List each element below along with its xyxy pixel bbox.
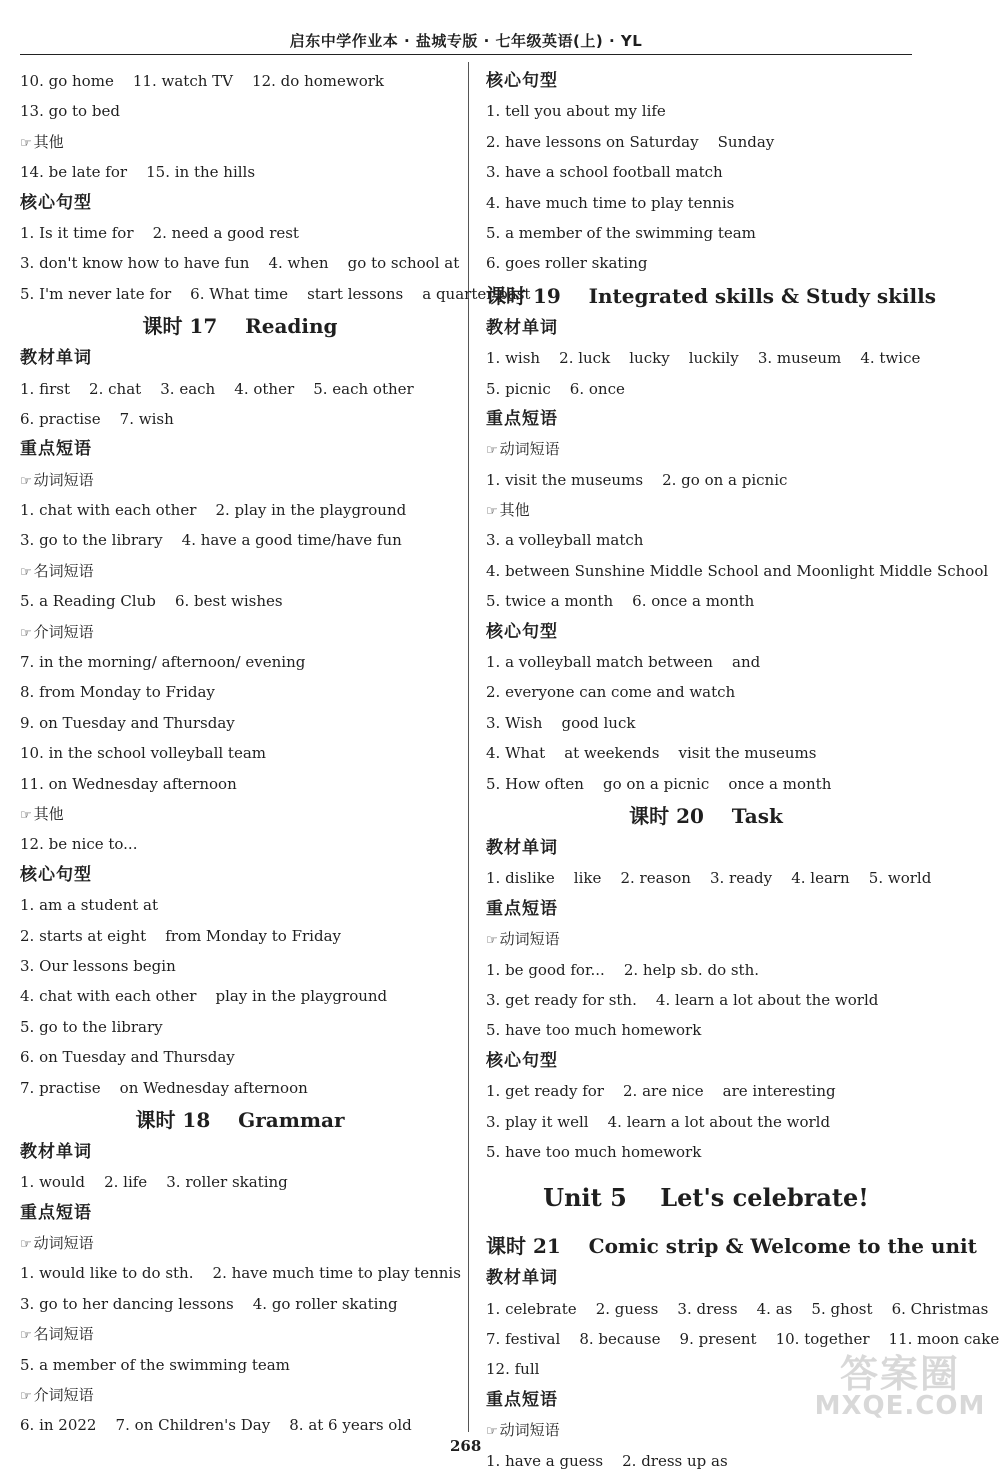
pointing-hand-icon: ☞ (486, 443, 498, 459)
answer-line (20, 829, 460, 859)
line-text: 11. on Wednesday afternoon (20, 774, 237, 793)
subsection-heading (486, 924, 926, 954)
line-text: 10. go home 11. watch TV 12. do homework (20, 72, 385, 90)
answer-line (20, 1012, 460, 1042)
section-heading (486, 617, 926, 647)
answer-line (20, 96, 460, 126)
section-heading (486, 66, 926, 96)
line-text: 教材单词 (486, 1268, 558, 1289)
line-text: 5. picnic 6. once (486, 379, 625, 398)
answer-line (20, 1410, 460, 1440)
pointing-hand-icon: ☞ (486, 933, 498, 949)
answer-line (20, 1167, 460, 1197)
answer-line (20, 495, 460, 525)
answer-line (486, 985, 926, 1015)
answer-line (20, 66, 460, 96)
line-text: 3. play it well 4. learn a lot about the world (486, 1112, 831, 1131)
line-text: 2. starts at eight from Monday to Friday (20, 926, 341, 945)
line-text: 13. go to bed (20, 102, 120, 121)
section-heading (20, 860, 460, 890)
line-text: 6. in 2022 7. on Children's Day 8. at 6 years old (20, 1416, 412, 1435)
line-text: 1. Is it time for 2. need a good rest (20, 223, 299, 242)
answer-line (20, 951, 460, 981)
line-text: 1. get ready for 2. are nice are interesting (486, 1082, 836, 1101)
line-text: 1. celebrate 2. guess 3. dress 4. as 5. ghost 6. Christmas (486, 1299, 989, 1318)
line-text: 名词短语 (33, 561, 94, 580)
answer-line (486, 863, 932, 893)
answer-line (486, 738, 926, 768)
section-heading (20, 188, 460, 218)
subsection-heading (20, 1228, 460, 1258)
answer-line (486, 708, 926, 738)
pointing-hand-icon: ☞ (486, 504, 498, 520)
line-text: 介词短语 (33, 1386, 94, 1405)
pointing-hand-icon: ☞ (20, 625, 32, 641)
line-text: 3. go to the library 4. have a good time/have fun (20, 531, 402, 550)
line-text: 5. How often go on a picnic once a month (486, 774, 832, 793)
line-text: Unit 5 Let's celebrate! (543, 1183, 869, 1213)
line-text: 8. from Monday to Friday (20, 683, 215, 702)
answer-line (486, 1107, 926, 1137)
line-text: 4. chat with each other play in the playground (20, 987, 388, 1006)
answer-line (486, 586, 926, 616)
line-text: 12. full (486, 1360, 540, 1379)
line-text: 核心句型 (20, 864, 92, 885)
subsection-heading (486, 434, 926, 464)
pointing-hand-icon: ☞ (20, 135, 32, 151)
line-text: 3. don't know how to have fun 4. when go to school at (20, 254, 460, 273)
line-text: 介词短语 (33, 622, 94, 641)
section-heading (486, 404, 926, 434)
line-text: 4. have much time to play tennis (486, 193, 735, 212)
answer-line (20, 1042, 460, 1072)
answer-line (486, 1294, 989, 1324)
section-heading (20, 434, 460, 464)
line-text: 课时 17 Reading (142, 314, 338, 339)
line-text: 核心句型 (20, 192, 92, 213)
pointing-hand-icon: ☞ (20, 564, 32, 580)
line-text: 1. first 2. chat 3. each 4. other 5. each other (20, 379, 414, 398)
line-text: 9. on Tuesday and Thursday (20, 713, 235, 732)
answer-line (20, 981, 460, 1011)
line-text: 课时 18 Grammar (135, 1107, 345, 1132)
right-column (486, 66, 1000, 1476)
line-text: 重点短语 (486, 408, 558, 429)
lesson-title (20, 1103, 460, 1137)
line-text: 5. have too much homework (486, 1142, 702, 1161)
answer-line (20, 1350, 460, 1380)
watermark (810, 1352, 990, 1435)
line-text: 1. tell you about my life (486, 102, 666, 121)
subsection-heading (20, 465, 460, 495)
answer-line (486, 955, 926, 985)
section-heading (20, 1198, 460, 1228)
line-text: 核心句型 (486, 71, 558, 91)
line-text: 7. practise on Wednesday afternoon (20, 1078, 308, 1097)
answer-line (486, 1015, 926, 1045)
answer-line (486, 465, 926, 495)
line-text: 4. between Sunshine Middle School and Moonlight Middle School (486, 561, 989, 580)
line-text: 名词短语 (33, 1325, 94, 1344)
section-heading (486, 894, 926, 924)
answer-line (20, 157, 460, 187)
line-text: 5. a Reading Club 6. best wishes (20, 592, 283, 611)
section-heading (486, 313, 926, 343)
line-text: 3. Wish good luck (486, 713, 636, 732)
line-text: 动词短语 (33, 470, 94, 489)
answer-line (486, 157, 926, 187)
answer-line (486, 677, 926, 707)
subsection-heading (20, 1319, 460, 1349)
lesson-title (486, 279, 937, 313)
pointing-hand-icon: ☞ (20, 1328, 32, 1344)
unit-title (486, 1167, 926, 1229)
section-heading (20, 343, 460, 373)
answer-line (20, 769, 460, 799)
subsection-heading (20, 127, 460, 157)
line-text: 6. practise 7. wish (20, 409, 174, 428)
line-text: 3. a volleyball match (486, 531, 644, 550)
answer-line (20, 708, 460, 738)
line-text: 3. go to her dancing lessons 4. go roller skating (20, 1294, 398, 1313)
line-text: 1. am a student at (20, 896, 159, 915)
lesson-title (20, 309, 460, 343)
answer-line (486, 248, 926, 278)
answer-line (486, 769, 926, 799)
header-title: 启东中学作业本 · 盐城专版 · 七年级英语(上) · YL (289, 32, 643, 50)
line-text: 12. be nice to... (20, 835, 138, 854)
answer-line (486, 525, 926, 555)
page-number: 268 (450, 1437, 482, 1455)
page-header (20, 28, 912, 55)
line-text: 6. goes roller skating (486, 254, 648, 273)
line-text: 1. be good for... 2. help sb. do sth. (486, 960, 760, 979)
line-text: 2. everyone can come and watch (486, 683, 736, 702)
line-text: 教材单词 (486, 317, 558, 338)
line-text: 1. visit the museums 2. go on a picnic (486, 470, 788, 489)
line-text: 3. have a school football match (486, 163, 723, 182)
line-text: 5. a member of the swimming team (486, 223, 756, 242)
pointing-hand-icon: ☞ (20, 807, 32, 823)
line-text: 其他 (33, 132, 64, 151)
line-text: 课时 20 Task (629, 803, 783, 828)
pointing-hand-icon: ☞ (20, 473, 32, 489)
line-text: 7. festival 8. because 9. present 10. together 11. moon cake (486, 1330, 1000, 1349)
answer-line (20, 1258, 460, 1288)
line-text: 7. in the morning/ afternoon/ evening (20, 653, 306, 672)
line-text: 2. have lessons on Saturday Sunday (486, 132, 775, 151)
line-text: 5. twice a month 6. once a month (486, 592, 755, 611)
subsection-heading (20, 1380, 460, 1410)
answer-line (486, 374, 926, 404)
line-text: 1. have a guess 2. dress up as (486, 1451, 728, 1470)
line-text: 动词短语 (499, 440, 560, 459)
answer-line (20, 738, 460, 768)
line-text: 重点短语 (486, 1389, 558, 1410)
line-text: 核心句型 (486, 621, 558, 642)
answer-line (486, 96, 926, 126)
answer-line (20, 218, 460, 248)
section-heading (486, 1046, 926, 1076)
answer-line (486, 556, 989, 586)
line-text: 5. I'm never late for 6. What time start lessons a quarter past (20, 284, 531, 303)
column-divider (468, 62, 469, 1432)
section-heading (486, 833, 926, 863)
answer-line (486, 1076, 926, 1106)
line-text: 14. be late for 15. in the hills (20, 163, 256, 182)
line-text: 重点短语 (20, 439, 92, 460)
answer-line (486, 1324, 1000, 1354)
answer-line (20, 1073, 460, 1103)
line-text: 5. a member of the swimming team (20, 1355, 290, 1374)
line-text: 教材单词 (20, 1141, 92, 1162)
answer-line (20, 525, 460, 555)
line-text: 教材单词 (20, 348, 92, 369)
answer-line (20, 279, 531, 309)
line-text: 1. chat with each other 2. play in the playground (20, 501, 407, 520)
watermark-line1: 答案圈 (839, 1352, 960, 1396)
line-text: 1. would 2. life 3. roller skating (20, 1173, 288, 1192)
line-text: 5. have too much homework (486, 1021, 702, 1040)
line-text: 动词短语 (33, 1234, 94, 1253)
watermark-line2: MXQE.COM (814, 1391, 986, 1421)
answer-line (20, 374, 460, 404)
answer-line (486, 188, 926, 218)
lesson-title (486, 1229, 977, 1263)
subsection-heading (20, 799, 460, 829)
answer-line (486, 1446, 926, 1476)
line-text: 其他 (499, 501, 530, 520)
answer-line (20, 404, 460, 434)
line-text: 课时 21 Comic strip & Welcome to the unit (486, 1234, 977, 1259)
answer-line (486, 1137, 926, 1167)
line-text: 6. on Tuesday and Thursday (20, 1048, 235, 1067)
answer-line (486, 127, 926, 157)
line-text: 课时 19 Integrated skills & Study skills (486, 283, 937, 308)
answer-line (486, 218, 926, 248)
answer-line (486, 647, 926, 677)
pointing-hand-icon: ☞ (20, 1389, 32, 1405)
subsection-heading (486, 495, 926, 525)
answer-line (20, 677, 460, 707)
line-text: 1. wish 2. luck lucky luckily 3. museum 4. twice (486, 349, 921, 368)
subsection-heading (20, 617, 460, 647)
line-text: 3. get ready for sth. 4. learn a lot about the world (486, 990, 879, 1009)
answer-line (20, 890, 460, 920)
line-text: 重点短语 (486, 898, 558, 919)
answer-line (20, 248, 460, 278)
line-text: 4. What at weekends visit the museums (486, 744, 817, 763)
section-heading (20, 1137, 460, 1167)
answer-line (20, 1289, 460, 1319)
line-text: 重点短语 (20, 1202, 92, 1223)
pointing-hand-icon: ☞ (486, 1424, 498, 1440)
line-text: 10. in the school volleyball team (20, 744, 266, 763)
answer-line (20, 647, 460, 677)
lesson-title (486, 799, 926, 833)
pointing-hand-icon: ☞ (20, 1237, 32, 1253)
answer-line (20, 921, 460, 951)
line-text: 1. would like to do sth. 2. have much time to play tennis (20, 1264, 461, 1283)
line-text: 其他 (33, 804, 64, 823)
section-heading (486, 1263, 926, 1293)
line-text: 动词短语 (499, 1421, 560, 1440)
subsection-heading (20, 556, 460, 586)
line-text: 核心句型 (486, 1050, 558, 1071)
line-text: 3. Our lessons begin (20, 956, 176, 975)
line-text: 1. a volleyball match between and (486, 653, 761, 672)
answer-line (486, 343, 926, 373)
line-text: 1. dislike like 2. reason 3. ready 4. learn 5. world (486, 869, 932, 888)
line-text: 教材单词 (486, 837, 558, 858)
answer-line (20, 586, 460, 616)
line-text: 5. go to the library (20, 1017, 163, 1036)
line-text: 动词短语 (499, 930, 560, 949)
